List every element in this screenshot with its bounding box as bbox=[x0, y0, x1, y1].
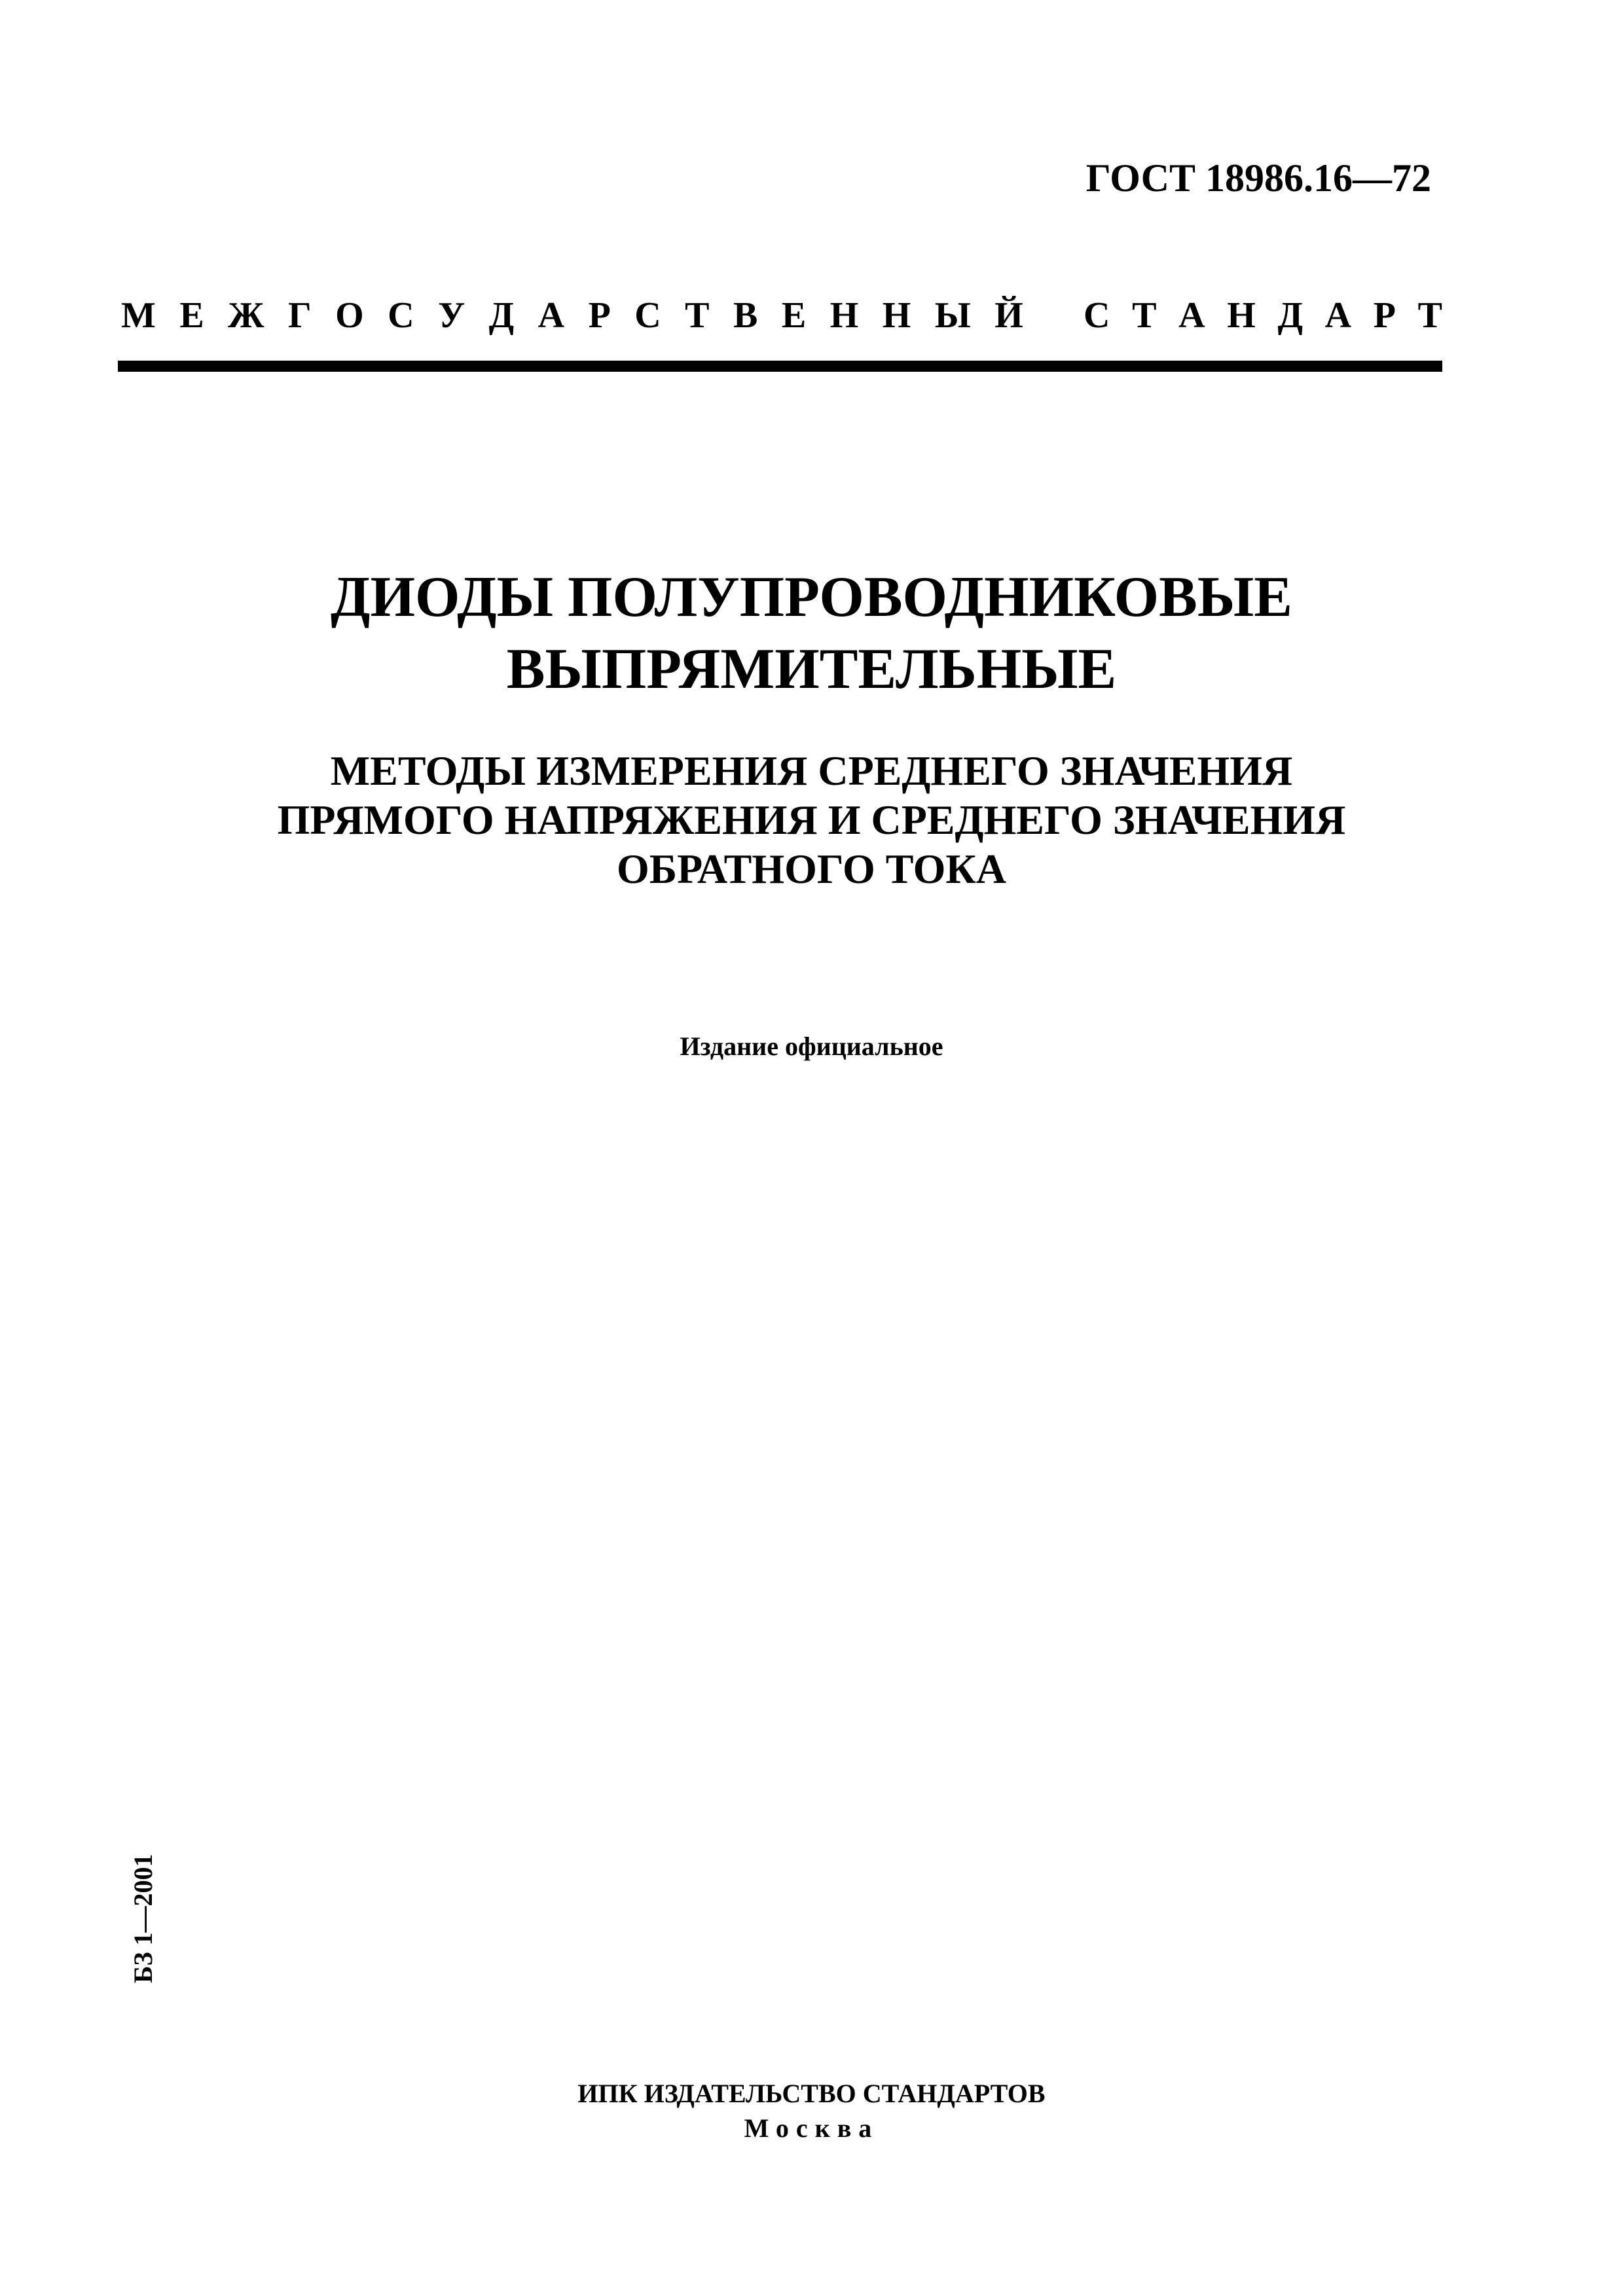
letter: А bbox=[1324, 295, 1352, 336]
letter: Н bbox=[830, 295, 859, 336]
title-line-2: ВЫПРЯМИТЕЛЬНЫЕ bbox=[506, 637, 1117, 701]
letter: Д bbox=[1277, 295, 1303, 336]
subtitle-line-1: МЕТОДЫ ИЗМЕРЕНИЯ СРЕДНЕГО ЗНАЧЕНИЯ bbox=[330, 747, 1293, 794]
document-title bbox=[0, 562, 1623, 706]
letter: Н bbox=[882, 295, 911, 336]
letter: В bbox=[733, 295, 758, 336]
letter: Ы bbox=[934, 295, 971, 336]
subtitle-line-2: ПРЯМОГО НАПРЯЖЕНИЯ И СРЕДНЕГО ЗНАЧЕНИЯ bbox=[277, 797, 1346, 843]
letter: А bbox=[1178, 295, 1205, 336]
letter: С bbox=[634, 295, 661, 336]
letter: Г bbox=[288, 295, 312, 336]
catalog-mark: БЗ 1—2001 bbox=[128, 1854, 158, 1983]
letter: Е bbox=[179, 295, 204, 336]
letter: С bbox=[1084, 295, 1110, 336]
letter: Е bbox=[781, 295, 807, 336]
letter: Т bbox=[1132, 295, 1157, 336]
standard-type-word-interstate bbox=[121, 295, 1023, 336]
letter: С bbox=[388, 295, 414, 336]
letter: А bbox=[538, 295, 565, 336]
letter: Д bbox=[488, 295, 515, 336]
subtitle-line-3: ОБРАТНОГО ТОКА bbox=[617, 846, 1006, 892]
letter: Т bbox=[1417, 295, 1442, 336]
publisher-name: ИПК ИЗДАТЕЛЬСТВО СТАНДАРТОВ bbox=[577, 2079, 1046, 2108]
letter: О bbox=[335, 295, 364, 336]
title-line-1: ДИОДЫ ПОЛУПРОВОДНИКОВЫЕ bbox=[331, 565, 1292, 629]
standard-type-word-standard bbox=[1084, 295, 1442, 336]
letter: Й bbox=[994, 295, 1023, 336]
letter: Р bbox=[588, 295, 611, 336]
header-rule bbox=[118, 361, 1442, 372]
letter: М bbox=[121, 295, 156, 336]
letter: Ж bbox=[228, 295, 264, 336]
letter: Р bbox=[1373, 295, 1396, 336]
standard-type-heading bbox=[121, 295, 1442, 336]
letter: У bbox=[438, 295, 465, 336]
edition-note: Издание официальное bbox=[680, 1031, 943, 1061]
document-subtitle bbox=[0, 746, 1623, 893]
letter: Н bbox=[1227, 295, 1256, 336]
gost-number: ГОСТ 18986.16—72 bbox=[1085, 156, 1431, 200]
letter: Т bbox=[685, 295, 710, 336]
publisher-city: Москва bbox=[744, 2113, 879, 2143]
